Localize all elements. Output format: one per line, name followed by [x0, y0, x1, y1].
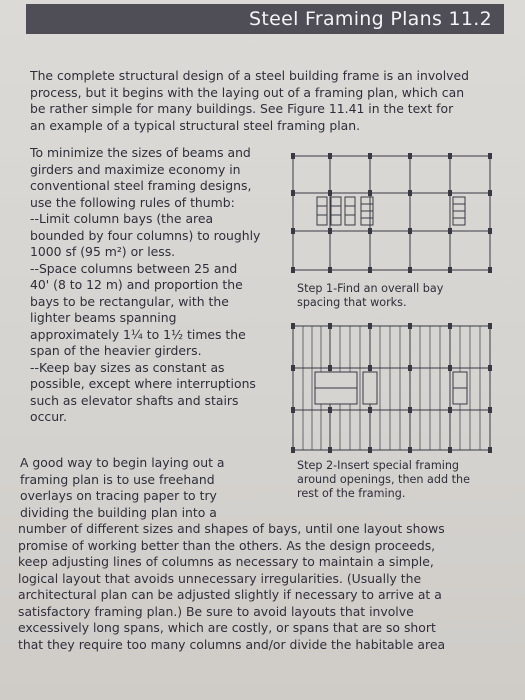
framing-plan-step1-diagram: [285, 148, 495, 278]
body-line: framing plan is to use freehand: [20, 471, 215, 487]
body-line: architectural plan can be adjusted slightly if necessary to arrive at a: [18, 587, 442, 602]
intro-line: be rather simple for many buildings. See Figure 11.41 in the text for: [30, 101, 454, 116]
rules-line: 1000 sf (95 m²) or less.: [30, 244, 176, 259]
special-framing-openings: [315, 372, 467, 404]
rules-line: occur.: [30, 409, 67, 424]
body-line: excessively long spans, which are costly, or spans that are so short: [18, 620, 436, 635]
body-line: satisfactory framing plan.) Be sure to avoid layouts that involve: [18, 603, 414, 619]
stair-opening: [361, 197, 465, 225]
framing-plan-step2-diagram: [285, 318, 495, 456]
body-line: keep adjusting lines of columns as necessary to maintain a simple,: [18, 554, 434, 569]
figure1-caption: [297, 282, 443, 310]
rules-line: such as elevator shafts and stairs: [30, 392, 239, 408]
rules-line: To minimize the sizes of beams and: [30, 145, 251, 160]
body-line: number of different sizes and shapes of bays, until one layout shows: [18, 521, 445, 536]
caption-line: rest of the framing.: [297, 487, 406, 500]
intro-paragraph: [30, 68, 469, 134]
body-line: overlays on tracing paper to try: [20, 488, 217, 503]
caption-line: spacing that works.: [297, 296, 407, 309]
elevator-opening: [317, 197, 355, 225]
intro-line: an example of a typical structural steel framing plan.: [30, 117, 361, 133]
intro-line: process, but it begins with the laying out of a framing plan, which can: [30, 84, 465, 100]
caption-line: Step 1-Find an overall bay: [297, 282, 444, 295]
body-line: that they require too many columns and/or divide the habitable area: [18, 636, 446, 652]
section-title-bar: [26, 4, 504, 34]
rules-line: girders and maximize economy in: [30, 161, 241, 177]
rules-line: use the following rules of thumb:: [30, 194, 235, 210]
body-line: promise of working better than the others. As the design proceeds,: [18, 537, 436, 553]
caption-line: Step 2-Insert special framing: [297, 459, 460, 472]
rules-line: bounded by four columns) to roughly: [30, 227, 261, 243]
rules-line: --Space columns between 25 and: [30, 260, 238, 276]
rules-line: possible, except where interruptions: [30, 376, 256, 391]
rules-line: lighter beams spanning: [30, 310, 177, 325]
rules-line: --Keep bay sizes as constant as: [30, 359, 225, 375]
rules-line: span of the heavier girders.: [30, 343, 202, 358]
rules-line: approximately 1¼ to 1½ times the: [30, 326, 246, 342]
intro-line: The complete structural design of a steel building frame is an involved: [30, 68, 469, 83]
section-title: Steel Framing Plans 11.2: [248, 8, 492, 30]
rules-line: bays to be rectangular, with the: [30, 293, 229, 309]
layout-guidance-paragraph: [20, 455, 445, 653]
body-line: logical layout that avoids unnecessary irregularities. (Usually the: [18, 570, 422, 586]
rules-line: --Limit column bays (the area: [30, 211, 214, 226]
column-markers: [291, 153, 492, 273]
rules-line: conventional steel framing designs,: [30, 178, 252, 193]
rules-of-thumb-paragraph: [30, 145, 260, 426]
caption-line: around openings, then add the: [297, 473, 471, 486]
body-line: A good way to begin laying out a: [20, 455, 225, 470]
body-line: dividing the building plan into a: [20, 504, 217, 520]
rules-line: 40' (8 to 12 m) and proportion the: [30, 277, 243, 292]
